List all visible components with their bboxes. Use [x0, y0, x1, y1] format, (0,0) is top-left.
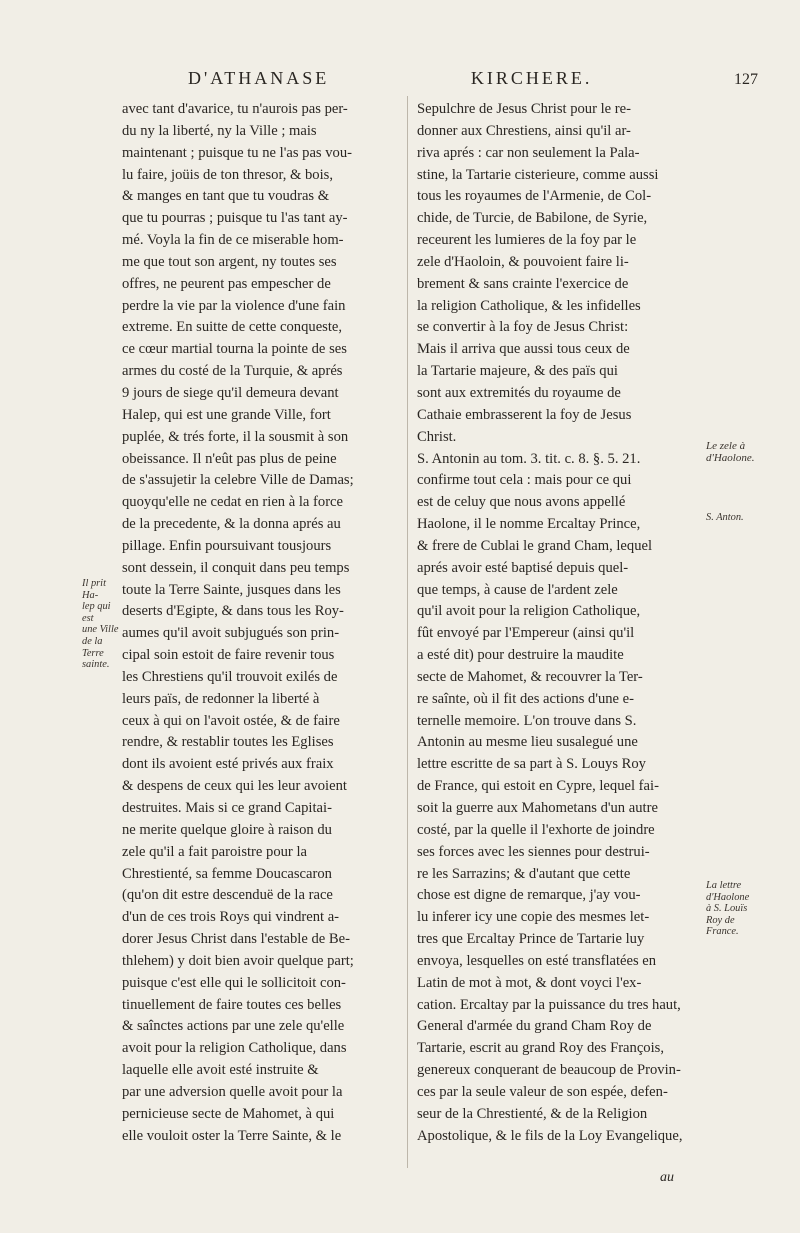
margin-note-halep: Il prit Ha- lep qui est une Ville de la Terre sainte. — [82, 578, 119, 671]
margin-note-zele: Le zele à d'Haolone. — [706, 440, 755, 464]
margin-note-antonin: S. Anton. — [706, 512, 744, 523]
running-title-left: D'ATHANASE — [188, 68, 330, 88]
page-number: 127 — [734, 71, 758, 88]
running-title-right: KIRCHERE. — [470, 68, 593, 88]
right-column-text: Sepulchre de Jesus Christ pour le re- donner aux Chrestiens, ainsi qu'il ar- riva aprés : car non seulement la Pala- stine, la Tartarie cisterieure, comme aussi tous les royaumes de l'Armenie, de Col- chide, de Turcie, de Babilone, de Syrie, receurent les lumieres de la foy par le zele d'Haoloin, & pouvoient faire li- brement & sans crainte l'exercice de la religion Catholique, & les infidelles se convertir à la foy de Jesus Christ: Mais il arriva que aussi tous ceux de la Tartarie majeure, & des païs qui sont aux extremités du royaume de Cathaie embrasserent la foy de Jesus Christ. S. Antonin au tom. 3. tit. c. 8. §. 5. 21. confirme tout cela : mais pour ce qui est de celuy que nous avons appellé Haolone, il le nomme Ercaltay Prince, & frere de Cublai le grand Cham, lequel aprés avoir esté baptisé depuis quel- que temps, à cause de l'ardent zele qu'il avoit pour la religion Catholique, fût envoyé par l'Empereur (ainsi qu'il a esté dit) pour destruire la maudite secte de Mahomet, & recouvrer la Ter- re saînte, où il fit des actions d'une e- ternelle memoire. L'on trouve dans S. Antonin au mesme lieu susalegué une lettre escritte de sa part à S. Louys Roy de France, qui estoit en Cypre, lequel fai- soit la guerre aux Mahometans d'un autre costé, par la quelle il l'exhorte de joindre ses forces avec les siennes pour destrui- re les Sarrazins; & d'autant que cette chose est digne de remarque, j'ay vou- lu inferer icy une copie des mesmes let- tres que Ercaltay Prince de Tartarie luy envoya, lesquelles on esté transflatées en Latin de mot à mot, & dont voyci l'ex- cation. Ercaltay par la puissance du tres haut, General d'armée du grand Cham Roy de Tartarie, escrit au grand Roy des François, genereux conquerant de beaucoup de Provin- ces par la seule valeur de son espée, defen- seur de la Chrestienté, & de la Religion Apostolique, & le fils de la Loy Evangelique, — [417, 101, 683, 1144]
column-divider — [407, 96, 408, 1168]
left-text-column — [122, 99, 398, 1148]
catchword: au — [660, 1170, 674, 1185]
margin-note-lettre: La lettre d'Haolone à S. Louïs Roy de France. — [706, 880, 750, 938]
running-header — [188, 68, 758, 89]
left-column-text: avec tant d'avarice, tu n'aurois pas per- du ny la liberté, ny la Ville ; mais maintenant ; puisque tu ne l'as pas vou- lu faire, joüis de ton thresor, & bois, & manges en tant que tu voudras & que tu pourras ; puisque tu l'as tant ay- mé. Voyla la fin de ce miserable hom- me que tout son argent, ny toutes ses offres, ne peurent pas empescher de perdre la vie par la violence d'une fain extreme. En suitte de cette conqueste, ce cœur martial tourna la pointe de ses armes du costé de la Turquie, & aprés 9 jours de siege qu'il demeura devant Halep, qui est une grande Ville, fort puplée, & trés forte, il la sousmit à son obeissance. Il n'eût pas plus de peine de s'assujetir la celebre Ville de Damas; quoyqu'elle ne cedat en rien à la force de la precedente, & la donna aprés au pillage. Enfin poursuivant tousjours sont dessein, il conquit dans peu temps toute la Terre Sainte, jusques dans les deserts d'Egipte, & dans tous les Roy- aumes qu'il avoit subjugués son prin- cipal soin estoit de faire revenir tous les Chrestiens qu'il trouvoit exilés de leurs païs, de redonner la liberté à ceux à qui on l'avoit ostée, & de faire rendre, & restablir toutes les Eglises dont ils avoient esté privés aux fraix & despens de ceux qui les leur avoient destruites. Mais si ce grand Capitai- ne merite quelque gloire à raison du zele qu'il a fait paroistre pour la Chrestienté, sa femme Doucascaron (qu'on dit estre descenduë de la race d'un de ces trois Roys qui vindrent a- dorer Jesus Christ dans l'estable de Be- thlehem) y doit bien avoir quelque part; puisque c'est elle qui le sollicitoit con- tinuellement de faire toutes ces belles & saînctes actions par une zele qu'elle avoit pour la religion Catholique, dans laquelle elle avoit esté instruite & par une adversion quelle avoit pour la pernicieuse secte de Mahomet, à qui elle vouloit oster la Terre Sainte, & le — [122, 101, 354, 1144]
right-text-column — [417, 99, 701, 1148]
